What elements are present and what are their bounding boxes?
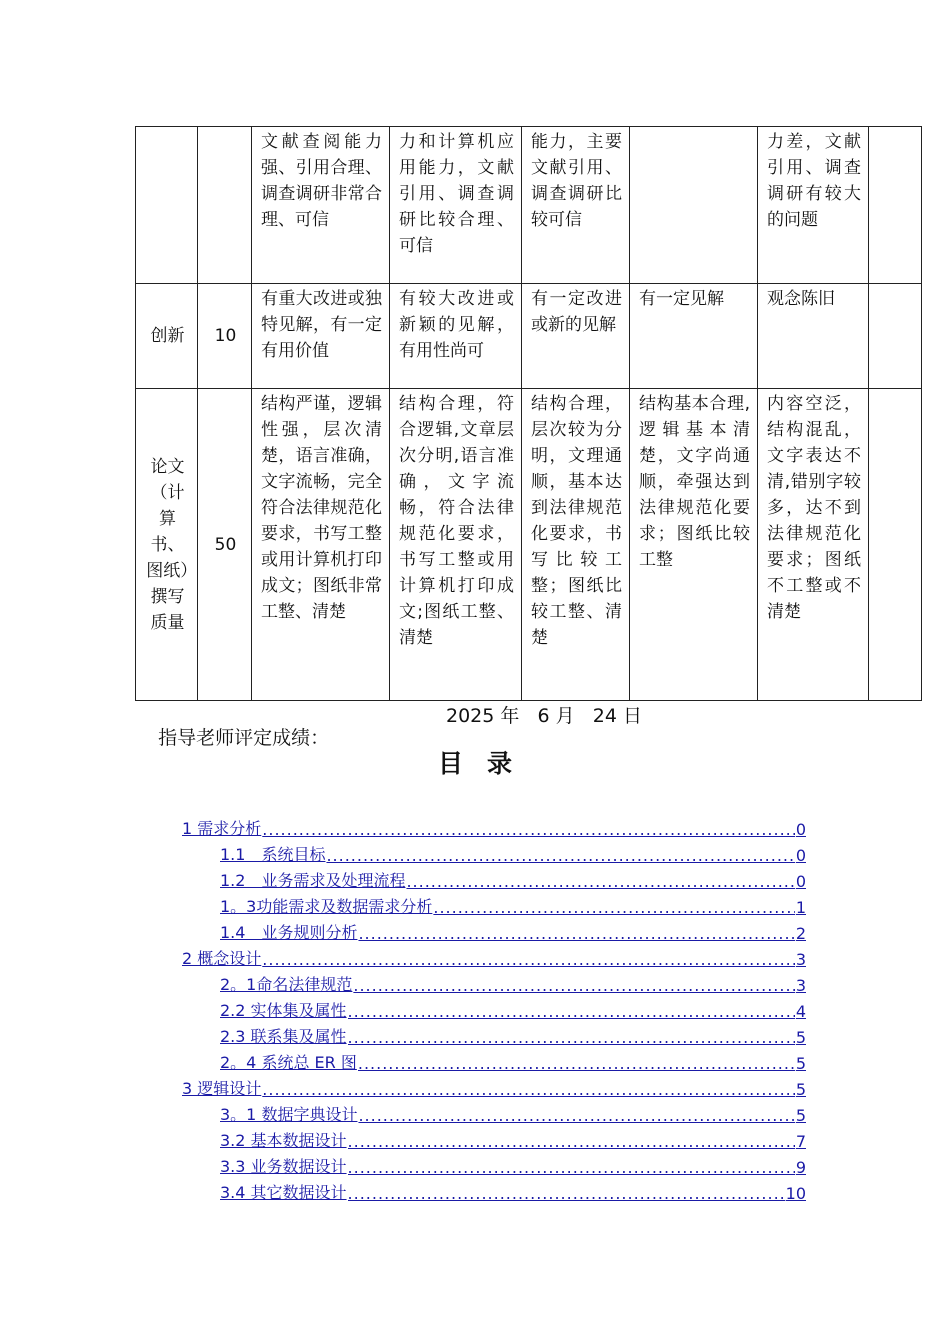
toc-entry-label: 3。1 数据字典设计 <box>220 1105 358 1124</box>
toc-dot-leader <box>433 898 794 917</box>
toc-entry-link[interactable] <box>220 1051 806 1073</box>
grade-good-cell: 有较大改进或新颖的见解，有用性尚可 <box>390 284 522 389</box>
toc-entry-label: 3.4 其它数据设计 <box>220 1183 347 1202</box>
toc-entry-label: 2。4 系统总 ER 图 <box>220 1053 357 1072</box>
score-cell: 10 <box>198 284 252 389</box>
evaluation-date: 2025 年 6 月 24 日 <box>446 705 642 727</box>
toc-dot-leader <box>348 1002 795 1021</box>
toc-entry-link[interactable] <box>220 973 806 995</box>
toc-page-number: 10 <box>785 1184 806 1203</box>
toc-entry-link[interactable] <box>220 921 806 943</box>
toc-page-number: 0 <box>795 846 806 865</box>
toc-entry-link[interactable] <box>220 1155 806 1177</box>
toc-dot-leader <box>358 1054 795 1073</box>
grade-medium-cell: 结构合理，层次较为分明，文理通顺，基本达到法律规范化要求，书写比较工整；图纸比较工整、清楚 <box>522 389 630 701</box>
toc-entry-label: 2 概念设计 <box>182 949 262 968</box>
toc-page-number: 5 <box>795 1106 806 1125</box>
toc-entry-label: 2。1命名法律规范 <box>220 975 353 994</box>
toc-page-number: 5 <box>795 1028 806 1047</box>
toc-dot-leader <box>358 1106 794 1125</box>
grade-pass-cell: 有一定见解 <box>630 284 758 389</box>
grade-pass-cell <box>630 127 758 284</box>
grading-table <box>135 126 922 701</box>
toc-dot-leader <box>348 1184 785 1203</box>
toc-page-number: 3 <box>795 976 806 995</box>
toc-page-number: 5 <box>795 1080 806 1099</box>
criterion-cell: 创新 <box>136 284 198 389</box>
criterion-cell <box>136 127 198 284</box>
grade-medium-cell: 能力，主要文献引用、调查调研比较可信 <box>522 127 630 284</box>
grade-good-cell: 力和计算机应用能力，文献引用、调查调研比较合理、可信 <box>390 127 522 284</box>
toc-page-number: 4 <box>795 1002 806 1021</box>
toc-page-number: 9 <box>795 1158 806 1177</box>
toc-page-number: 0 <box>795 872 806 891</box>
toc-entry-link[interactable] <box>182 817 806 839</box>
grade-fail-cell: 力差，文献引用、调查调研有较大的问题 <box>758 127 869 284</box>
grade-excellent-cell: 文献查阅能力强、引用合理、调查调研非常合理、可信 <box>252 127 390 284</box>
score-cell <box>198 127 252 284</box>
toc-dot-leader <box>353 976 794 995</box>
toc-dot-leader <box>262 820 795 839</box>
toc-entry-label: 2.2 实体集及属性 <box>220 1001 347 1020</box>
toc-dot-leader <box>358 924 794 943</box>
toc-entry-label: 1 需求分析 <box>182 819 262 838</box>
grade-excellent-cell: 结构严谨，逻辑性强，层次清楚，语言准确，文字流畅，完全符合法律规范化要求，书写工整或用计算机打印成文；图纸非常工整、清楚 <box>252 389 390 701</box>
toc-page-number: 7 <box>795 1132 806 1151</box>
toc-dot-leader <box>348 1158 795 1177</box>
mark-cell <box>869 389 922 701</box>
toc-page-number: 5 <box>795 1054 806 1073</box>
toc-dot-leader <box>348 1132 795 1151</box>
toc-entry-link[interactable] <box>220 895 806 917</box>
advisor-grade-label: 指导老师评定成绩： <box>158 727 330 749</box>
toc-page-number: 0 <box>795 820 806 839</box>
toc-dot-leader <box>262 1080 795 1099</box>
mark-cell <box>869 127 922 284</box>
toc-title: 目录 <box>437 749 536 778</box>
toc-page-number: 2 <box>795 924 806 943</box>
toc-entry-link[interactable] <box>182 1077 806 1099</box>
toc-entry-link[interactable] <box>220 1129 806 1151</box>
toc-entry-link[interactable] <box>220 1181 806 1203</box>
toc-entry-link[interactable] <box>220 843 806 865</box>
toc-entry-label: 1.2 业务需求及处理流程 <box>220 871 406 890</box>
mark-cell <box>869 284 922 389</box>
toc-entry-label: 3.2 基本数据设计 <box>220 1131 347 1150</box>
grade-pass-cell: 结构基本合理,逻辑基本清楚，文字尚通顺，牵强达到法律规范化要求；图纸比较工整 <box>630 389 758 701</box>
grade-fail-cell: 内容空泛，结构混乱，文字表达不清,错别字较多，达不到法律规范化要求；图纸不工整或不清楚 <box>758 389 869 701</box>
table-row <box>136 284 922 389</box>
grade-fail-cell: 观念陈旧 <box>758 284 869 389</box>
toc-entry-link[interactable] <box>182 947 806 969</box>
table-row <box>136 389 922 701</box>
toc-dot-leader <box>406 872 794 891</box>
toc-entry-label: 1.1 系统目标 <box>220 845 326 864</box>
toc-dot-leader <box>262 950 795 969</box>
toc-entry-label: 3.3 业务数据设计 <box>220 1157 347 1176</box>
toc-page-number: 3 <box>795 950 806 969</box>
score-cell: 50 <box>198 389 252 701</box>
criterion-cell: 论文（计算书、图纸）撰写质量 <box>136 389 198 701</box>
grade-medium-cell: 有一定改进或新的见解 <box>522 284 630 389</box>
toc-entry-label: 3 逻辑设计 <box>182 1079 262 1098</box>
toc-dot-leader <box>326 846 794 865</box>
toc-entry-link[interactable] <box>220 1103 806 1125</box>
toc-dot-leader <box>348 1028 795 1047</box>
toc-entry-label: 1.4 业务规则分析 <box>220 923 358 942</box>
toc-entry-label: 2.3 联系集及属性 <box>220 1027 347 1046</box>
grade-excellent-cell: 有重大改进或独特见解，有一定有用价值 <box>252 284 390 389</box>
toc-entry-label: 1。3功能需求及数据需求分析 <box>220 897 433 916</box>
toc-entry-link[interactable] <box>220 999 806 1021</box>
toc-entry-link[interactable] <box>220 869 806 891</box>
toc-page-number: 1 <box>795 898 806 917</box>
grade-good-cell: 结构合理，符合逻辑,文章层次分明,语言准确，文字流畅，符合法律规范化要求，书写工整或用计算机打印成文;图纸工整、清楚 <box>390 389 522 701</box>
toc-entry-link[interactable] <box>220 1025 806 1047</box>
table-row <box>136 127 922 284</box>
